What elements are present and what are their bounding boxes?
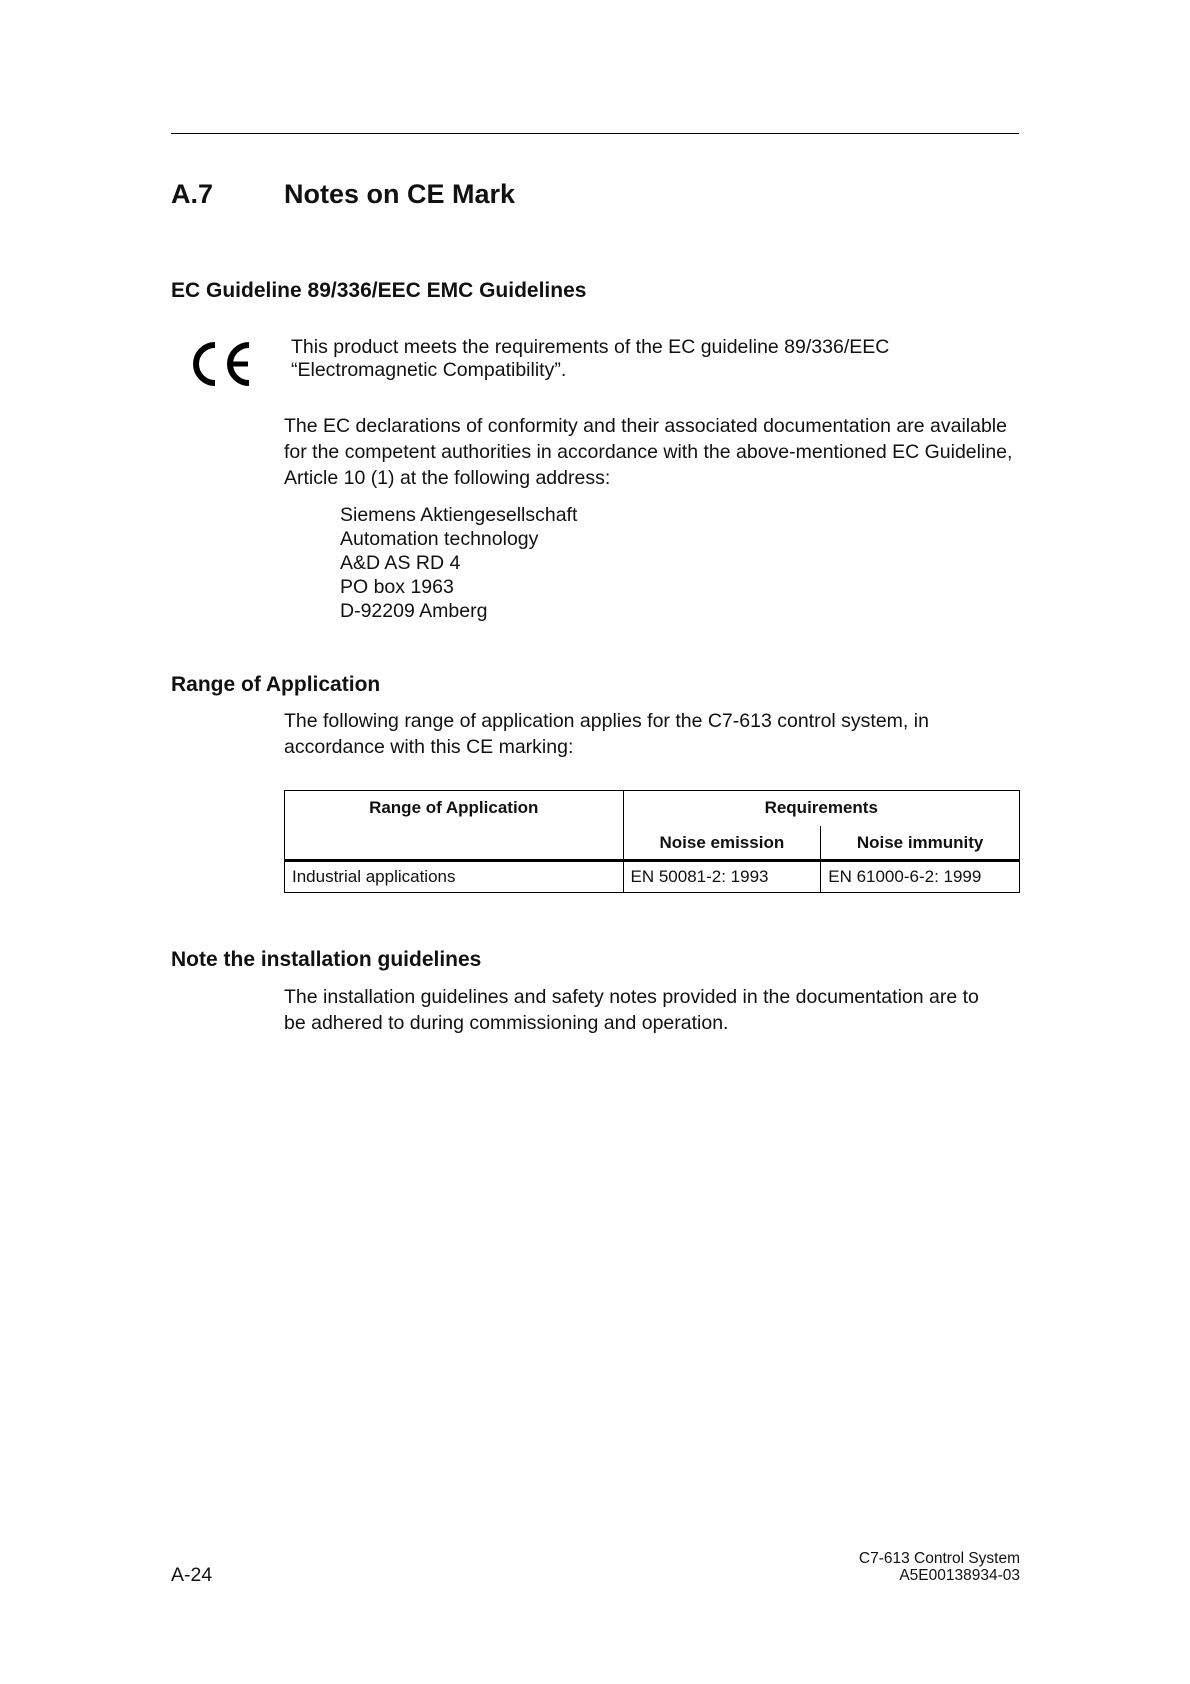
declaration-paragraph [284, 413, 1012, 491]
page-number: A-24 [171, 1564, 213, 1586]
ce-mark-icon [189, 340, 253, 388]
cell-noise-immunity: EN 61000-6-2: 1999 [821, 861, 1020, 893]
install-line: The installation guidelines and safety notes provided in the documentation are to [284, 986, 979, 1008]
declaration-line: for the competent authorities in accordance with the above-mentioned EC Guideline, [284, 441, 1013, 463]
column-header-range: Range of Application [285, 791, 624, 861]
ce-statement [291, 336, 889, 382]
cell-application: Industrial applications [285, 861, 624, 893]
address-line: Siemens Aktiengesellschaft [340, 504, 578, 526]
address-line: Automation technology [340, 528, 539, 550]
footer-doc-title: C7-613 Control System [858, 1550, 1020, 1567]
section-number: A.7 [171, 179, 214, 209]
column-header-requirements: Requirements [623, 791, 1020, 826]
section-title: Notes on CE Mark [284, 179, 516, 209]
range-intro-line: The following range of application applies for the C7-613 control system, in [284, 710, 929, 732]
cell-noise-emission: EN 50081-2: 1993 [623, 861, 821, 893]
address-line: PO box 1963 [340, 576, 454, 598]
install-paragraph [284, 984, 979, 1036]
column-header-noise-emission: Noise emission [623, 826, 821, 861]
declaration-line: The EC declarations of conformity and their associated documentation are available [284, 415, 1007, 437]
range-intro-line: accordance with this CE marking: [284, 736, 574, 758]
ce-statement-line: This product meets the requirements of the EC guideline 89/336/EEC [291, 336, 890, 358]
table-row [285, 861, 1020, 893]
range-heading: Range of Application [171, 673, 381, 696]
address-line: D-92209 Amberg [340, 600, 488, 622]
install-heading: Note the installation guidelines [171, 948, 482, 971]
footer-doc-number: A5E00138934-03 [899, 1567, 1020, 1584]
address-block [340, 503, 577, 623]
header-rule [171, 133, 1019, 134]
ec-guideline-heading: EC Guideline 89/336/EEC EMC Guidelines [171, 279, 587, 302]
column-header-noise-immunity: Noise immunity [821, 826, 1020, 861]
requirements-table [284, 790, 1020, 893]
install-line: be adhered to during commissioning and operation. [284, 1012, 729, 1034]
address-line: A&D AS RD 4 [340, 552, 461, 574]
ce-statement-line: “Electromagnetic Compatibility”. [291, 359, 567, 381]
footer-doc-info [859, 1550, 1020, 1584]
range-intro [284, 708, 929, 760]
declaration-line: Article 10 (1) at the following address: [284, 467, 611, 489]
